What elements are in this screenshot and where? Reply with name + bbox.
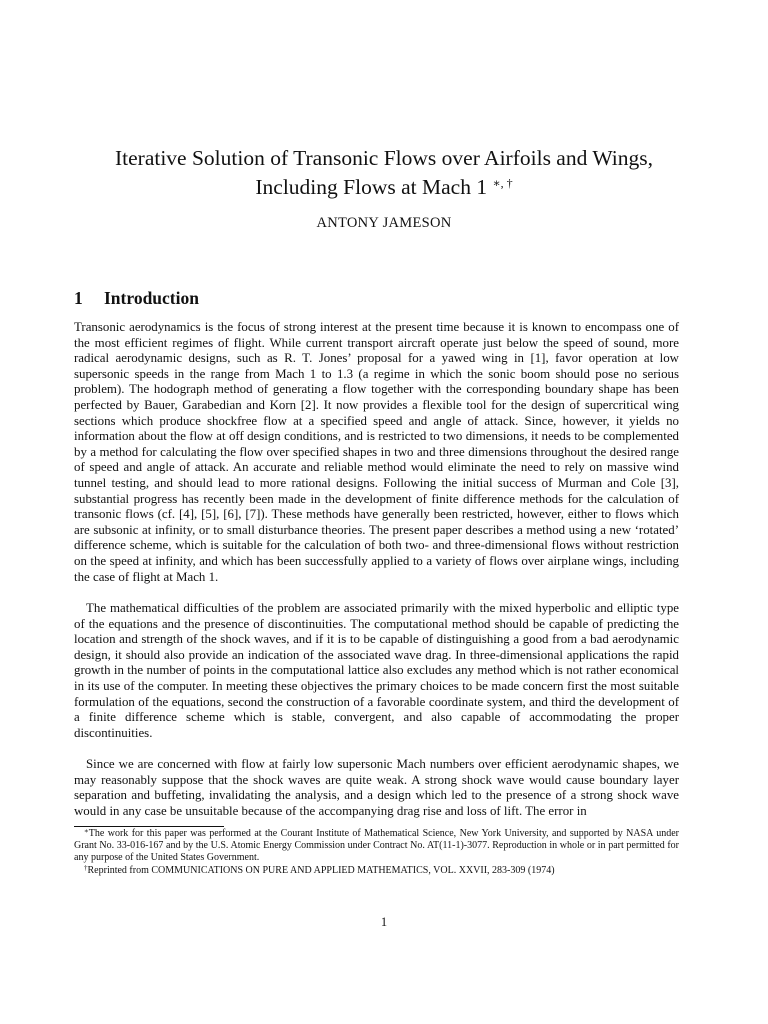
footnote-rule xyxy=(74,826,224,827)
section-title: Introduction xyxy=(104,288,199,308)
body-paragraph-1: Transonic aerodynamics is the focus of strong interest at the present time because it is known to encompass one of the most efficient regimes of flight. While current transport aircraft operate just below the speed of sound, more radical aerodynamic designs, such as R. T. Jones’ proposal for a yawed wing in [1], favor operation at low supersonic speeds in the range from Mach 1 to 1.3 (a regime in which the sonic boom should pose no serious problem). The hodograph method of generating a flow together with the corresponding boundary shape has been perfected by Bauer, Garabedian and Korn [2]. It now provides a flexible tool for the design of supercritical wing sections which produce shockfree flow at a specified speed and angle of attack. Since, however, it yields no information about the flow at off design conditions, and is restricted to two dimensions, it needs to be complemented by a method for calculating the flow over specified shapes in two and three dimensions throughout the desired range of speed and angle of attack. An accurate and reliable method would eliminate the need to rely on massive wind tunnel testing, and should lead to more rational designs. Following the initial success of Murman and Cole [3], substantial progress has recently been made in the development of finite difference methods for the calculation of transonic flows (cf. [4], [5], [6], [7]). These methods have generally been restricted, however, either to flows which are subsonic at infinity, or to small disturbance theories. The present paper describes a method using a new ‘rotated’ difference scheme, which is suitable for the calculation of both two- and three-dimensional flows without restriction on the speed at infinity, and which has been successfully applied to a variety of flows over airplane wings, including the case of flight at Mach 1. xyxy=(74,320,679,584)
footnotes xyxy=(74,828,679,877)
footnote-1-mark: ∗ xyxy=(84,827,89,835)
footnote-1 xyxy=(74,828,679,865)
footnote-2-mark: † xyxy=(84,863,88,872)
body-paragraph-2: The mathematical difficulties of the problem are associated primarily with the mixed hyperbolic and elliptic type of the equations and the presence of discontinuities. The computational method should be capable of predicting the location and strength of the shock waves, and if it is to be capable of distinguishing a good from a bad aerodynamic design, it should also provide an indication of the associated wave drag. In three-dimensional applications the rapid growth in the number of points in the computational lattice also excludes any method which is not rather economical in its use of the computer. In meeting these objectives the primary choices to be made concern first the most suitable formulation of the equations, second the construction of a favorable coordinate system, and third the development of a finite difference scheme which is stable, convergent, and also capable of accommodating the proper discontinuities. xyxy=(74,601,679,740)
footnote-2 xyxy=(74,865,679,877)
section-heading xyxy=(74,288,199,309)
paper-title-line-1: Iterative Solution of Transonic Flows over Airfoils and Wings, xyxy=(114,146,653,170)
footnote-1-text: The work for this paper was performed at the Courant Institute of Mathematical Science, New York University, and supported by NASA under Grant No. 33-016-167 and by the U.S. Atomic Energy Commission under Contract No. AT(11-1)-3077. Reproduction in whole or in part permitted for any purpose of the United States Government. xyxy=(74,828,679,864)
title-footnote-marks: ∗, † xyxy=(492,176,513,190)
paper-title-line-2 xyxy=(60,173,708,202)
section-number: 1 xyxy=(74,288,83,308)
body-paragraph-3 xyxy=(74,757,679,819)
paper-title xyxy=(60,144,708,202)
author-name: ANTONY JAMESON xyxy=(316,215,452,231)
page-number: 1 xyxy=(380,915,388,929)
paper-title-line-2-text: Including Flows at Mach 1 xyxy=(255,175,488,199)
footnote-2-text: Reprinted from COMMUNICATIONS ON PURE AND APPLIED MATHEMATICS, VOL. XXVII, 283-309 (1974) xyxy=(87,864,555,876)
body-paragraph-3-text: Since we are concerned with flow at fairly low supersonic Mach numbers over efficient aerodynamic shapes, we may reasonably suppose that the shock waves are quite weak. A strong shock wave would cause boundary layer separation and buffeting, invalidating the analysis, and a design which led to the presence of a strong shock wave would in any case be unsuitable because of the accompanying drag rise and loss of lift. The error in xyxy=(74,757,679,818)
